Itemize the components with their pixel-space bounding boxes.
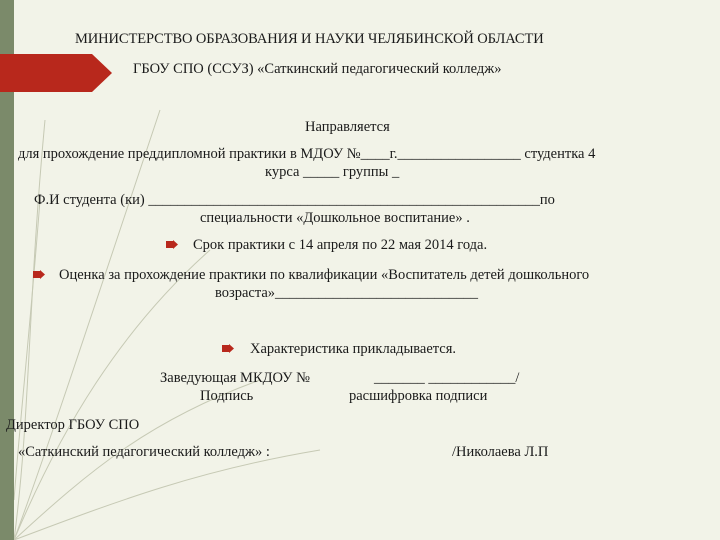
director-college: «Саткинский педагогический колледж» : bbox=[18, 444, 270, 460]
ministry-heading: МИНИСТЕРСТВО ОБРАЗОВАНИЯ И НАУКИ ЧЕЛЯБИНСКОЙ ОБЛАСТИ bbox=[75, 31, 544, 47]
arrow-bullet-icon bbox=[222, 344, 234, 353]
characteristic-line: Характеристика прикладывается. bbox=[250, 341, 457, 357]
decode-caption: расшифровка подписи bbox=[349, 388, 488, 404]
assessment-line: Оценка за прохождение практики по квалификации «Воспитатель детей дошкольного bbox=[59, 267, 590, 283]
head-label: Заведующая МКДОУ № bbox=[160, 370, 310, 386]
director-title: Директор ГБОУ СПО bbox=[6, 417, 140, 433]
assessment-line-cont: возраста»____________________________ bbox=[215, 285, 479, 301]
specialty-line: специальности «Дошкольное воспитание» . bbox=[200, 210, 470, 226]
document-title: Направляется bbox=[305, 119, 390, 135]
student-name-line: Ф.И студента (ки) ______________________________________________________по bbox=[34, 192, 555, 208]
signature-caption: Подпись bbox=[200, 388, 254, 404]
director-name: /Николаева Л.П bbox=[452, 444, 549, 460]
practice-line: для прохождение преддипломной практики в МДОУ №____г._________________ студентка 4 bbox=[18, 146, 596, 162]
institution-heading: ГБОУ СПО (ССУЗ) «Саткинский педагогический колледж» bbox=[133, 61, 502, 77]
arrow-bullet-icon bbox=[33, 270, 45, 279]
course-group-line: курса _____ группы _ bbox=[265, 164, 400, 180]
head-signature-blanks: _______ ____________/ bbox=[374, 370, 520, 386]
practice-period: Срок практики с 14 апреля по 22 мая 2014 года. bbox=[193, 237, 488, 253]
red-pentagon-tab bbox=[0, 54, 112, 92]
arrow-bullet-icon bbox=[166, 240, 178, 249]
